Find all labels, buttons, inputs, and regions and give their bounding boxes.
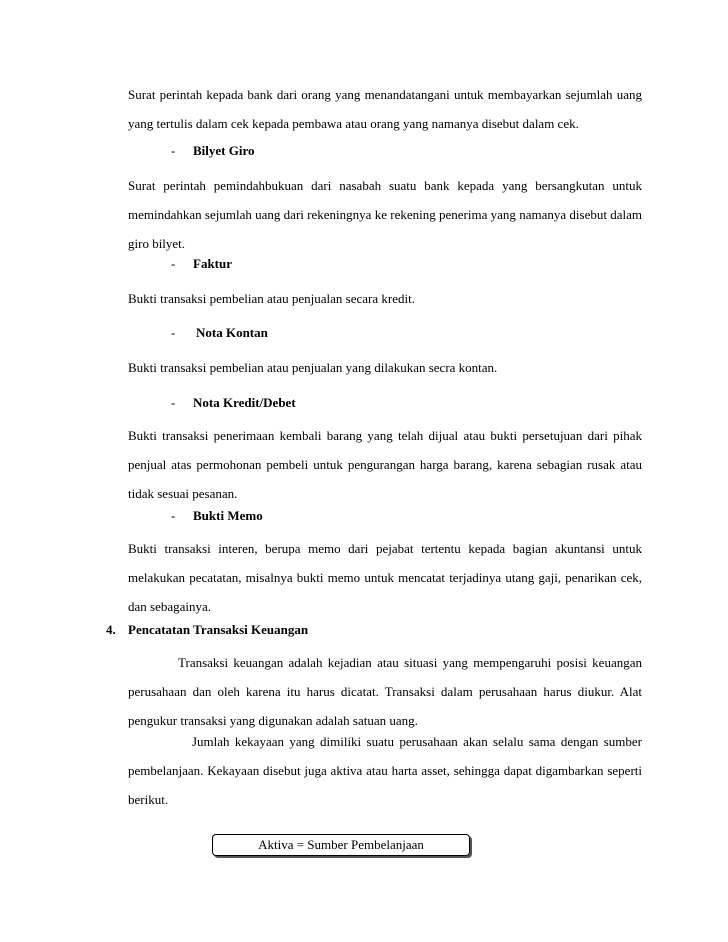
- paragraph-nota-kredit: Bukti transaksi penerimaan kembali barang yang telah dijual atau bukti persetujuan dari pihak penjual atas permohonan pembeli untuk pengurangan harga barang, karena sebagian rusak atau tidak sesuai pesanan.: [128, 428, 642, 501]
- bullet-label: Faktur: [193, 256, 232, 271]
- equation-box: Aktiva = Sumber Pembelanjaan: [212, 834, 470, 856]
- paragraph-nota-kontan: Bukti transaksi pembelian atau penjualan yang dilakukan secra kontan.: [128, 360, 498, 375]
- bullet-label: Nota Kontan: [196, 325, 268, 340]
- bullet-nota-kredit: [171, 393, 296, 413]
- paragraph-faktur: Bukti transaksi pembelian atau penjualan secara kredit.: [128, 291, 415, 306]
- bullet-bukti-memo: [171, 506, 263, 526]
- paragraph-cek: Surat perintah kepada bank dari orang yang menandatangani untuk membayarkan sejumlah uang yang tertulis dalam cek kepada pembawa atau orang yang namanya disebut dalam cek.: [128, 87, 642, 131]
- bullet-dash: -: [171, 143, 176, 158]
- paragraph-jumlah-kekayaan: Jumlah kekayaan yang dimiliki suatu perusahaan akan selalu sama dengan sumber pembelanjaan. Kekayaan disebut juga aktiva atau harta asset, sehingga dapat digambarkan seperti berikut.: [128, 734, 642, 807]
- bullet-label: Bilyet Giro: [193, 143, 255, 158]
- bullet-dash: -: [171, 508, 176, 523]
- section-heading: [106, 620, 308, 640]
- paragraph-bilyet-giro: Surat perintah pemindahbukuan dari nasabah suatu bank kepada yang bersangkutan untuk memindahkan sejumlah uang dari rekeningnya ke rekening penerima yang namanya disebut dalam giro bilyet.: [128, 178, 642, 251]
- bullet-dash: -: [171, 256, 176, 271]
- section-title: Pencatatan Transaksi Keuangan: [128, 622, 309, 637]
- paragraph-bukti-memo: Bukti transaksi interen, berupa memo dari pejabat tertentu kepada bagian akuntansi untuk melakukan pecatatan, misalnya bukti memo untuk mencatat terjadinya utang gaji, penarikan cek, dan sebagainya.: [128, 541, 642, 614]
- bullet-faktur: [171, 254, 232, 274]
- bullet-label: Nota Kredit/Debet: [193, 395, 296, 410]
- bullet-nota-kontan: [171, 323, 268, 343]
- bullet-dash: -: [171, 325, 176, 340]
- bullet-label: Bukti Memo: [193, 508, 263, 523]
- paragraph-transaksi: Transaksi keuangan adalah kejadian atau situasi yang mempengaruhi posisi keuangan perusahaan dan oleh karena itu harus dicatat. Transaksi dalam perusahaan harus diukur. Alat pengukur transaksi yang digunakan adalah satuan uang.: [128, 655, 642, 728]
- bullet-bilyet-giro: [171, 141, 255, 161]
- bullet-dash: -: [171, 395, 176, 410]
- section-number: 4.: [106, 622, 116, 637]
